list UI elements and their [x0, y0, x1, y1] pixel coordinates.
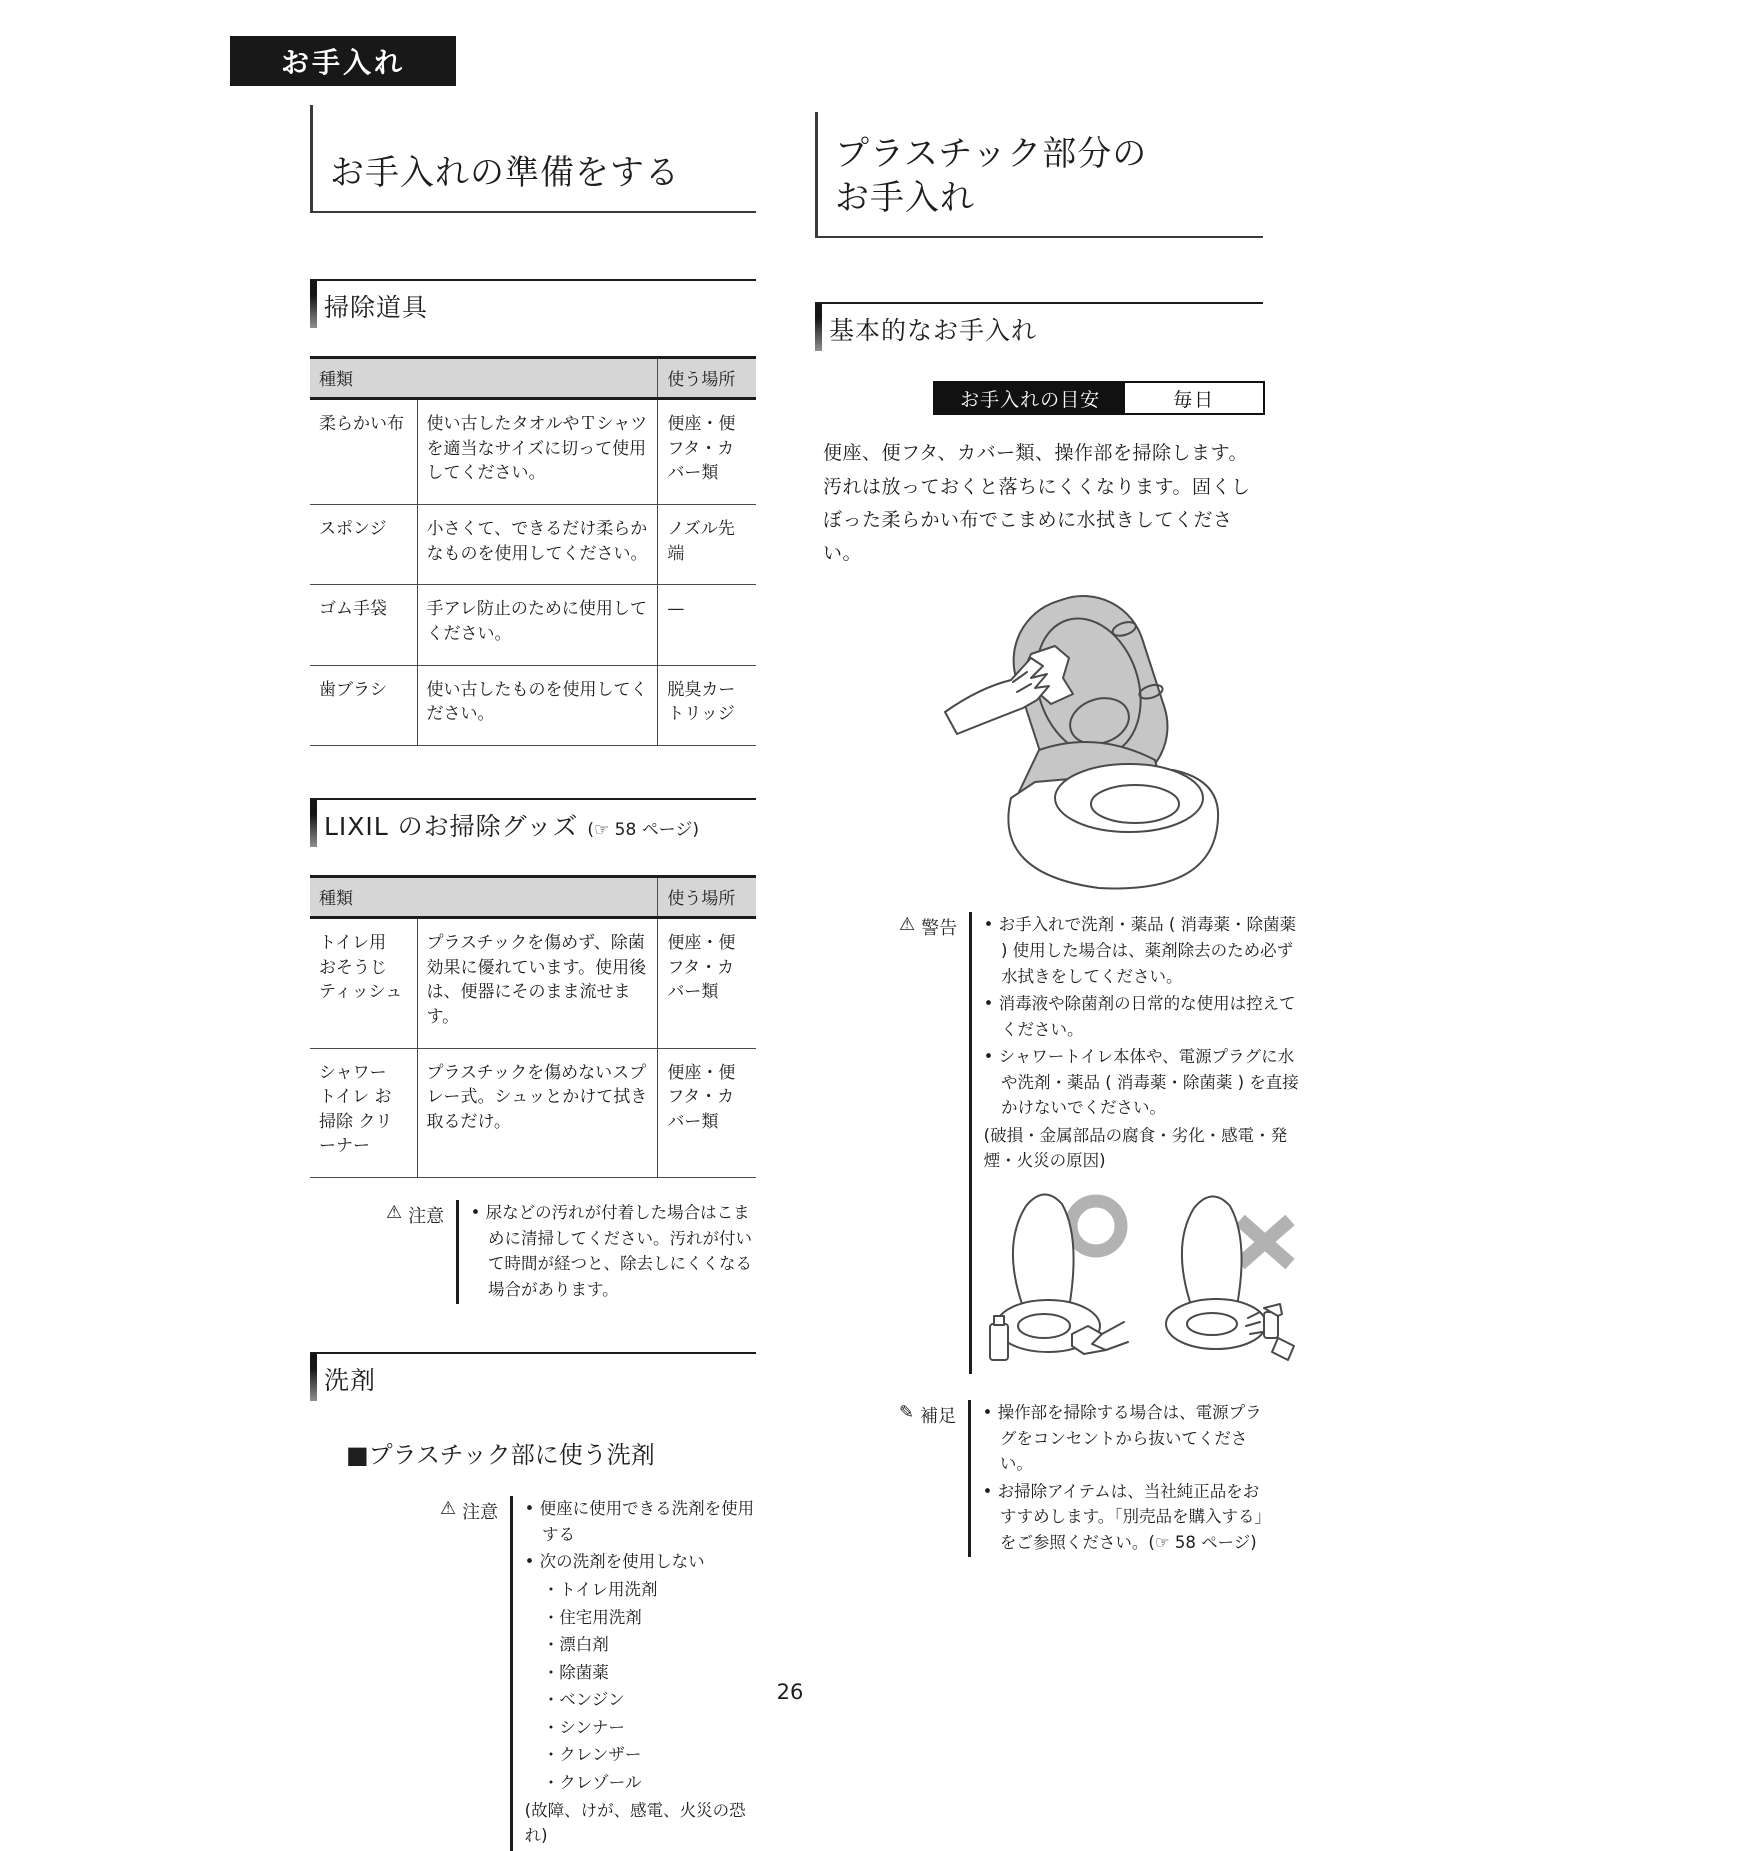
caution-body — [525, 1496, 756, 1850]
tool-name: 柔らかい布 — [310, 399, 417, 505]
section-heading-basic-care — [815, 302, 1263, 355]
title-line: お手入れ — [835, 178, 975, 219]
list-item: ・住宅用洗剤 — [542, 1607, 642, 1627]
section-label: LIXIL のお掃除グッズ — [324, 811, 579, 841]
tool-name: スポンジ — [310, 505, 417, 585]
goods-desc: プラスチックを傷めず、除菌効果に優れています。使用後は、便器にそのまま流せます。 — [417, 917, 658, 1048]
table-header-row — [310, 876, 756, 917]
supplement-label — [899, 1400, 956, 1557]
badge-label: お手入れの目安 — [935, 383, 1125, 413]
table-row — [310, 399, 756, 505]
lixil-goods-table — [310, 875, 756, 1178]
warning-result-note: (破損・金属部品の腐食・劣化・感電・発煙・火災の原因) — [983, 1125, 1288, 1171]
caution-note — [386, 1200, 756, 1304]
tool-place: ノズル先端 — [658, 505, 756, 585]
spray-ng-illustration — [1160, 1184, 1308, 1374]
tool-place: 便座・便フタ・カバー類 — [658, 399, 756, 505]
section-heading-lixil-goods — [310, 798, 756, 851]
left-column — [310, 105, 756, 1851]
subsection-plastic-detergent: ■プラスチック部に使う洗剤 — [346, 1441, 655, 1470]
col-header-type: 種類 — [310, 358, 658, 399]
pencil-icon: ✎ — [899, 1402, 915, 1423]
list-item: ・トイレ用洗剤 — [542, 1580, 658, 1600]
badge-value: 毎日 — [1125, 383, 1263, 413]
page-reference: (☞ 58 ページ) — [587, 819, 699, 840]
list-item: ・シンナー — [542, 1717, 625, 1737]
supplement-note — [899, 1400, 1263, 1557]
caution-text: • 尿などの汚れが付着した場合はこまめに清掃してください。汚れが付いて時間が経つと、除去しにくくなる場合があります。 — [470, 1203, 752, 1299]
table-row — [310, 505, 756, 585]
caution-note-detergent — [440, 1496, 756, 1850]
ok-ng-illustrations — [984, 1184, 1308, 1374]
table-row — [310, 665, 756, 745]
goods-place: 便座・便フタ・カバー類 — [658, 917, 756, 1048]
note-divider — [510, 1496, 513, 1850]
caution-label-text: 注意 — [408, 1206, 445, 1228]
table-row — [310, 917, 756, 1048]
tool-place: 脱臭カートリッジ — [658, 665, 756, 745]
tool-desc: 手アレ防止のために使用してください。 — [417, 585, 658, 665]
warning-label-text: 警告 — [921, 918, 958, 940]
cleaning-tools-table — [310, 356, 756, 746]
page-number: 26 — [776, 1680, 804, 1704]
maintenance-frequency-badge — [933, 381, 1265, 415]
toilet-wiping-illustration — [927, 592, 1257, 892]
section-heading-detergent — [310, 1352, 756, 1405]
caution-label — [386, 1200, 444, 1304]
caution-bullet: • 次の洗剤を使用しない — [524, 1552, 705, 1572]
supplement-body — [983, 1400, 1263, 1557]
caution-bullet: • 便座に使用できる洗剤を使用する — [524, 1499, 755, 1544]
warning-bullet: • シャワートイレ本体や、電源プラグに水や洗剤・薬品 ( 消毒薬・除菌薬 ) を直接かけないでください。 — [983, 1047, 1299, 1118]
section-label: 基本的なお手入れ — [829, 316, 1038, 346]
supplement-label-text: 補足 — [920, 1406, 957, 1427]
warning-label — [899, 912, 957, 1374]
goods-name: トイレ用 おそうじ ティッシュ — [310, 917, 417, 1048]
tool-desc: 使い古したものを使用してください。 — [417, 665, 658, 745]
table-row — [310, 585, 756, 665]
list-item: ・クレンザー — [542, 1745, 642, 1765]
section-label: 掃除道具 — [324, 293, 429, 323]
tool-desc: 使い古したタオルやＴシャツを適当なサイズに切って使用してください。 — [417, 399, 658, 505]
caution-result-note: (故障、けが、感電、火災の恐れ) — [524, 1800, 746, 1846]
table-row — [310, 1048, 756, 1178]
section-heading-cleaning-tools — [310, 279, 756, 332]
caution-label-text: 注意 — [462, 1502, 499, 1524]
warning-note — [899, 912, 1299, 1374]
table-header-row — [310, 358, 756, 399]
left-page-title: お手入れの準備をする — [310, 105, 756, 213]
list-item: ・クレゾール — [542, 1772, 642, 1792]
title-line: プラスチック部分の — [835, 134, 1148, 174]
right-column — [815, 112, 1299, 1557]
list-item: ・除菌薬 — [542, 1662, 609, 1682]
warning-body — [984, 912, 1308, 1374]
list-item: ・ベンジン — [542, 1690, 625, 1710]
note-divider — [969, 912, 972, 1374]
col-header-place: 使う場所 — [658, 876, 756, 917]
tool-name: 歯ブラシ — [310, 665, 417, 745]
caution-body — [471, 1200, 756, 1304]
tool-desc: 小さくて、できるだけ柔らかなものを使用してください。 — [417, 505, 658, 585]
section-label: 洗剤 — [324, 1366, 377, 1396]
note-divider — [456, 1200, 459, 1304]
warning-bullet: • お手入れで洗剤・薬品 ( 消毒薬・除菌薬 ) 使用した場合は、薬剤除去のため必ず水拭きをしてください。 — [983, 915, 1297, 986]
warning-bullet: • 消毒液や除菌剤の日常的な使用は控えてください。 — [983, 994, 1296, 1039]
right-page-title — [815, 112, 1263, 238]
col-header-place: 使う場所 — [658, 358, 756, 399]
goods-place: 便座・便フタ・カバー類 — [658, 1048, 756, 1178]
tool-name: ゴム手袋 — [310, 585, 417, 665]
goods-name: シャワー トイレ お掃除 クリーナー — [310, 1048, 417, 1178]
note-divider — [968, 1400, 971, 1557]
chapter-tab: お手入れ — [230, 36, 456, 86]
warning-triangle-icon: ⚠ — [899, 914, 916, 936]
wipe-ok-illustration — [984, 1184, 1132, 1374]
basic-care-body: 便座、便フタ、カバー類、操作部を掃除します。汚れは放っておくと落ちにくくなります。固くしぼった柔らかい布でこまめに水拭きしてください。 — [823, 442, 1251, 565]
warning-triangle-icon: ⚠ — [386, 1202, 403, 1224]
supplement-bullet: • お掃除アイテムは、当社純正品をおすすめします。「別売品を購入する」をご参照ください。(☞ 58 ページ) — [982, 1481, 1263, 1552]
list-item: ・漂白剤 — [542, 1635, 609, 1655]
caution-label — [440, 1496, 498, 1850]
goods-desc: プラスチックを傷めないスプレー式。シュッとかけて拭き取るだけ。 — [417, 1048, 658, 1178]
warning-triangle-icon: ⚠ — [440, 1498, 457, 1520]
col-header-type: 種類 — [310, 876, 658, 917]
tool-place: — — [658, 585, 756, 665]
supplement-bullet: • 操作部を掃除する場合は、電源プラグをコンセントから抜いてください。 — [982, 1403, 1262, 1474]
